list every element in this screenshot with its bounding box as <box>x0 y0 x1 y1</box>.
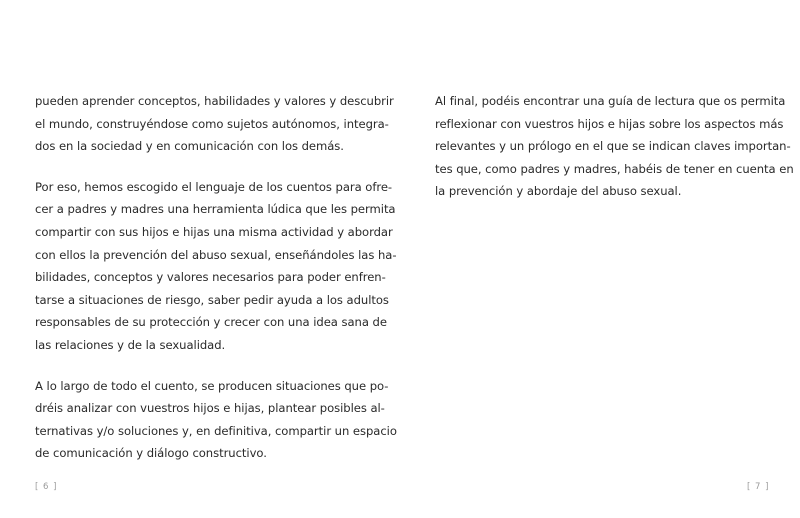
text-line: de comunicación y diálogo constructivo. <box>35 446 267 461</box>
paragraph <box>35 176 397 357</box>
text-line: dos en la sociedad y en comunicación con los demás. <box>35 139 344 154</box>
right-page-text <box>435 90 794 221</box>
right-page <box>400 0 800 518</box>
text-line: cer a padres y madres una herramienta lúdica que les permita <box>35 202 396 217</box>
text-line: relevantes y un prólogo en el que se indican claves importan- <box>435 139 791 154</box>
text-line: las relaciones y de la sexualidad. <box>35 337 226 352</box>
text-line: tarse a situaciones de riesgo, saber pedir ayuda a los adultos <box>35 292 389 307</box>
text-line: Al final, podéis encontrar una guía de lectura que os permita <box>435 94 786 108</box>
text-line: reflexionar con vuestros hijos e hijas sobre los aspectos más <box>435 116 784 131</box>
text-line: A lo largo de todo el cuento, se producen situaciones que po- <box>35 378 389 393</box>
text-line: la prevención y abordaje del abuso sexual. <box>435 184 682 199</box>
text-line: compartir con sus hijos e hijas una misma actividad y abordar <box>35 224 393 239</box>
text-line: el mundo, construyéndose como sujetos autónomos, integra- <box>35 116 389 131</box>
text-line: tes que, como padres y madres, habéis de tener en cuenta en <box>435 161 794 176</box>
paragraph <box>35 90 394 158</box>
text-line: pueden aprender conceptos, habilidades y valores y descubrir <box>35 94 394 108</box>
text-line: Por eso, hemos escogido el lenguaje de los cuentos para ofre- <box>35 179 393 194</box>
text-line: ternativas y/o soluciones y, en definitiva, compartir un espacio <box>35 423 397 438</box>
text-line: con ellos la prevención del abuso sexual, enseñándoles las ha- <box>35 247 397 262</box>
text-line: bilidades, conceptos y valores necesarios para poder enfren- <box>35 270 386 285</box>
page-number: [ 7 ] <box>747 482 770 492</box>
page-number: [ 6 ] <box>35 482 58 492</box>
paragraph <box>435 90 794 203</box>
paragraph <box>35 375 397 465</box>
text-line: responsables de su protección y crecer con una idea sana de <box>35 315 387 330</box>
left-page-text <box>35 90 397 483</box>
text-line: dréis analizar con vuestros hijos e hijas, plantear posibles al- <box>35 401 385 416</box>
